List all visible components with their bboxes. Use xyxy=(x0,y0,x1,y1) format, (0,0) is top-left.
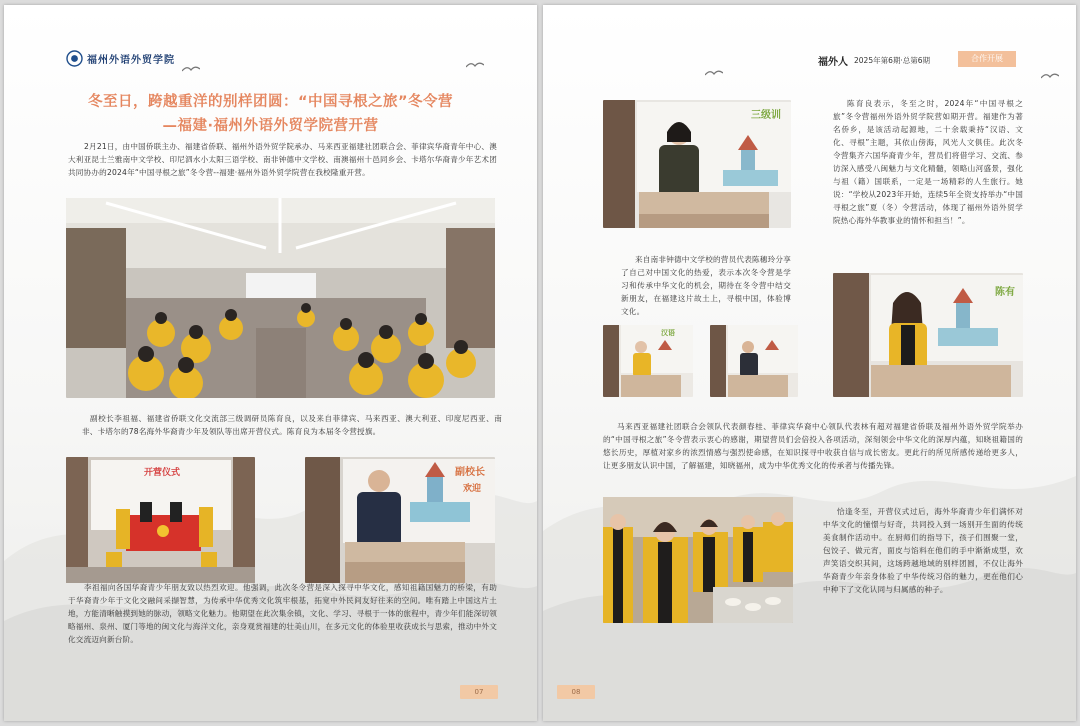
photo-banner-text: 汉语 xyxy=(661,329,675,337)
school-emblem-icon xyxy=(66,50,83,67)
magazine-logo: 福外人 xyxy=(818,57,848,68)
ceremony-caption: 副校长李祖福、福建省侨联文化交流部三级调研员陈育良，以及来自菲律宾、马来西亚、澳大利亚、印度尼西亚、南非、卡塔尔的78名海外华裔青少年及领队等出席开营仪式。陈育良为本届冬令营授旗。 xyxy=(82,414,502,436)
left-page xyxy=(4,5,537,721)
speaker-small-photo-1 xyxy=(603,325,693,397)
title-line-2: —福建·福州外语外贸学院营开营 xyxy=(162,118,379,134)
school-logo xyxy=(66,50,175,67)
photo-banner-text: 副校长 xyxy=(455,467,485,478)
photo-banner-text: 开营仪式 xyxy=(144,468,181,478)
bird-icon xyxy=(182,65,200,73)
title-line-1: 冬至日，跨越重洋的别样团圆：“中国寻根之旅”冬令营 xyxy=(87,94,454,110)
article-title xyxy=(34,90,507,135)
page-number: 08 xyxy=(557,685,595,699)
bird-icon xyxy=(705,69,723,77)
page-number: 07 xyxy=(460,685,498,699)
leaders-paragraph: 马来西亚福建社团联合会领队代表颜春桂、菲律宾华裔中心领队代表林有超对福建省侨联及福州外语外贸学院举办的“中国寻根之旅”冬令营表示衷心的感谢，期望营员们会倍投入各项活动，深刻领会中华文化的深厚内蕴，知晓祖籍国的悠长历史，厚植对家乡的浓烈情感与强烈使命感，在知识探寻中收获自信与成长密友。更此行的所见所感传递给更多人，让更多朋友认识中国，了解福建，知晓福州，成为中华优秀文化的传承者与传播先锋。 xyxy=(603,422,1023,470)
speaker-chen-photo xyxy=(603,100,791,228)
right-page xyxy=(543,5,1076,721)
bird-icon xyxy=(1041,72,1059,80)
issue-info: 2025年第6期·总第6期 xyxy=(854,56,931,65)
section-tag: 合作开展 xyxy=(958,51,1016,67)
speaker-small-photo-2 xyxy=(710,325,798,397)
speech-paragraph: 陈育良表示，冬至之时，2024年“中国寻根之旅”冬令营福州外语外贸学院营如期开营。福建作为著名侨乡，是该活动起源地，二十余载秉持“汉语、文化、寻根”主题，其依山傍海，风光人文俱佳。此次冬令营集齐六国华裔青少年，营员们将借学习、交流、参访深入感受八闽魅力与文化精髓，领略山河盛景，强化与祖（籍）国联系，一定是一场精彩的人生旅行。她说：“学校从2023年开始，连续5年全资支持举办“中国寻根之旅”夏（冬）令营活动，体现了福州外语外贸学院热心海外华教事业的情怀和担当！”。 xyxy=(833,99,1023,225)
opening-ceremony-hall-photo xyxy=(66,198,495,398)
photo-banner-text: 陈有 xyxy=(995,287,1015,298)
student-rep-paragraph: 来自南非钟德中文学校的营员代表陈穗玲分享了自己对中国文化的热爱，表示本次冬令营是学习和传承中华文化的机会，期待在冬令营中结交新朋友，在福建这片故土上，寻根中国，体验博文化。 xyxy=(621,255,791,316)
dumpling-paragraph: 恰逢冬至，开营仪式过后，海外华裔青少年们满怀对中华文化的憧憬与好奇，共同投入到一场别开生面的传统美食制作活动中。在厨师们的指导下，孩子们围聚一堂，包饺子、做元宵，面皮与馅料在他们的手中渐渐成型，欢声笑语交织其间，这场跨越地域的别样团圆，不仅让海外华裔青少年亲身体验了中华传统习俗的魅力，更在他们心中种下了文化认同与归属感的种子。 xyxy=(823,507,1023,594)
intro-paragraph: 2月21日，由中国侨联主办、福建省侨联、福州外语外贸学院承办、马来西亚福建社团联合会、菲律宾华裔青年中心、澳大利亚昆士兰雅南中文学校、印尼泗水小太阳三语学校、南非钟德中文学校、南澳福州十邑同乡会、卡塔尔华裔青少年艺术团共同协办的2024年“中国寻根之旅”冬令营--福建·福州外语外贸学院营在我校隆重开营。 xyxy=(68,142,497,177)
student-rep-photo xyxy=(833,273,1023,397)
vice-president-speech-photo xyxy=(305,457,495,583)
welcome-paragraph: 李祖福向各国华裔青少年朋友致以热烈欢迎。他强调，此次冬令营是深入探寻中华文化，感知祖籍国魅力的桥梁，有助于华裔青少年于文化交融间采撷智慧，为传承中华优秀文化筑牢根基，拓宽中外民间友好往来的空间。唯有踏上中国这片土地，方能清晰触摸到她的脉动，领略文化魅力。他期望在此次集余镇，文化、学习、寻根于一体的旅程中，青少年们能深切领略福州、泉州、厦门等地的闽文化与海洋文化，亲身观赏福建的壮美山川，在多元文化的体验里收获成长与思索，推动中外文化交流迈向新台阶。 xyxy=(68,583,497,644)
flag-presentation-photo xyxy=(66,457,255,583)
dumpling-making-photo xyxy=(603,497,793,623)
photo-banner-text: 欢迎 xyxy=(463,484,482,494)
bird-icon xyxy=(466,61,484,69)
magazine-header xyxy=(818,53,930,68)
photo-banner-text: 三级训 xyxy=(751,110,781,121)
logo-text: 福州外语外贸学院 xyxy=(87,55,175,66)
